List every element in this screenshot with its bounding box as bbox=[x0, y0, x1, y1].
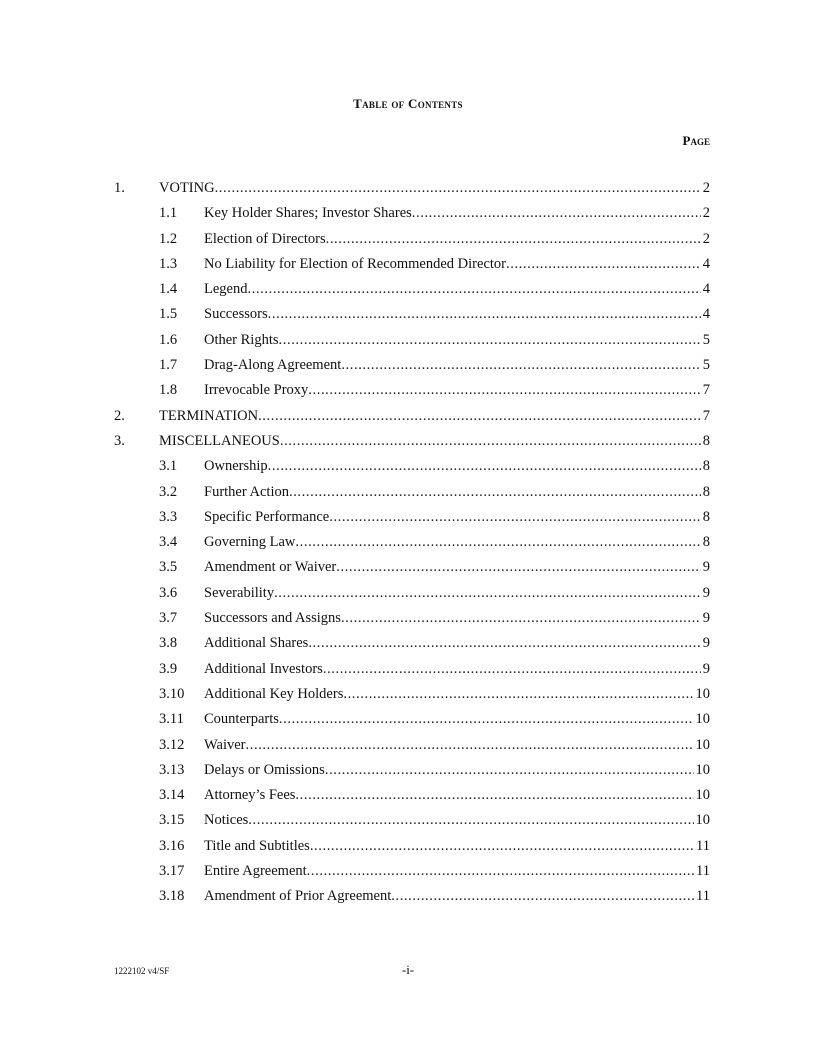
toc-subsection-entry[interactable] bbox=[0, 252, 816, 277]
toc-entry-number: 2. bbox=[114, 407, 125, 424]
toc-entry-leader-line bbox=[204, 302, 710, 327]
toc-entry-number: 1.7 bbox=[159, 357, 178, 374]
toc-entry-number: 3.15 bbox=[159, 812, 185, 829]
toc-entry-page: 4 bbox=[702, 306, 710, 323]
toc-entry-title: Legend bbox=[204, 281, 248, 298]
toc-entry-page: 11 bbox=[696, 837, 710, 854]
toc-entry-page: 10 bbox=[695, 812, 710, 829]
toc-entry-page: 9 bbox=[702, 660, 710, 677]
toc-entry-title: Additional Shares bbox=[204, 635, 309, 652]
dot-leader bbox=[341, 606, 701, 631]
dot-leader bbox=[280, 429, 701, 454]
dot-leader bbox=[279, 328, 701, 353]
toc-entry-number: 3.4 bbox=[159, 534, 178, 551]
toc-entry-title: Delays or Omissions bbox=[204, 761, 325, 778]
toc-entry-title: Successors and Assigns bbox=[204, 610, 341, 627]
toc-subsection-entry[interactable] bbox=[0, 454, 816, 479]
dot-leader bbox=[329, 505, 701, 530]
dot-leader bbox=[343, 682, 693, 707]
toc-entry-leader-line bbox=[204, 657, 710, 682]
page-number: -i- bbox=[401, 962, 415, 977]
toc-entry-number: 1.6 bbox=[159, 331, 178, 348]
toc-entry-leader-line bbox=[204, 480, 710, 505]
toc-entry-title: Drag-Along Agreement bbox=[204, 357, 342, 374]
toc-entry-number: 3.7 bbox=[159, 610, 178, 627]
toc-entry-page: 4 bbox=[702, 281, 710, 298]
toc-entry-number: 3.8 bbox=[159, 635, 178, 652]
toc-entry-page: 8 bbox=[702, 534, 710, 551]
toc-entry-page: 8 bbox=[702, 483, 710, 500]
toc-entry-title: Amendment or Waiver bbox=[204, 559, 337, 576]
toc-entry-leader-line bbox=[159, 404, 710, 429]
toc-entry-title: Additional Key Holders bbox=[204, 685, 344, 702]
toc-entry-number: 3.16 bbox=[159, 837, 185, 854]
toc-entry-page: 5 bbox=[702, 331, 710, 348]
toc-entry-number: 1.8 bbox=[159, 382, 178, 399]
toc-subsection-entry[interactable] bbox=[0, 808, 816, 833]
toc-entry-page: 2 bbox=[702, 180, 710, 196]
dot-leader bbox=[310, 834, 694, 859]
toc-entry-title: Waiver bbox=[204, 736, 246, 753]
toc-section-entry[interactable] bbox=[0, 176, 816, 201]
toc-entry-number: 1.4 bbox=[159, 281, 178, 298]
toc-entry-number: 3. bbox=[114, 432, 125, 449]
toc-entry-number: 3.10 bbox=[159, 685, 185, 702]
toc-entry-title: Successors bbox=[204, 306, 268, 323]
page-column-heading: Page bbox=[682, 133, 710, 148]
toc-subsection-entry[interactable] bbox=[0, 555, 816, 580]
toc-entry-page: 9 bbox=[702, 559, 710, 576]
toc-entry-number: 3.5 bbox=[159, 559, 178, 576]
toc-entry-leader-line bbox=[204, 859, 710, 884]
toc-entry-page: 10 bbox=[695, 711, 710, 728]
toc-entry-page: 9 bbox=[702, 635, 710, 652]
toc-entry-leader-line bbox=[159, 176, 710, 201]
dot-leader bbox=[341, 353, 700, 378]
toc-subsection-entry[interactable] bbox=[0, 277, 816, 302]
toc-list bbox=[0, 176, 816, 910]
toc-entry-leader-line bbox=[204, 328, 710, 353]
toc-entry-leader-line bbox=[204, 353, 710, 378]
dot-leader bbox=[295, 783, 693, 808]
dot-leader bbox=[307, 859, 694, 884]
toc-subsection-entry[interactable] bbox=[0, 859, 816, 884]
toc-entry-page: 8 bbox=[702, 458, 710, 475]
toc-entry-title: Entire Agreement bbox=[204, 863, 307, 880]
toc-entry-leader-line bbox=[204, 707, 710, 732]
toc-entry-title: Further Action bbox=[204, 483, 289, 500]
toc-entry-page: 10 bbox=[695, 787, 710, 804]
toc-entry-leader-line bbox=[204, 834, 710, 859]
toc-entry-number: 1.3 bbox=[159, 255, 178, 272]
toc-entry-page: 4 bbox=[702, 255, 710, 272]
toc-entry-title: Counterparts bbox=[204, 711, 279, 728]
toc-subsection-entry[interactable] bbox=[0, 581, 816, 606]
toc-entry-leader-line bbox=[204, 783, 710, 808]
toc-entry-title: Election of Directors bbox=[204, 230, 326, 247]
dot-leader bbox=[258, 404, 701, 429]
toc-entry-page: 8 bbox=[702, 432, 710, 449]
toc-subsection-entry[interactable] bbox=[0, 480, 816, 505]
toc-entry-leader-line bbox=[204, 581, 710, 606]
toc-entry-page: 2 bbox=[702, 230, 710, 247]
toc-entry-page: 9 bbox=[702, 584, 710, 601]
toc-subsection-entry[interactable] bbox=[0, 328, 816, 353]
dot-leader bbox=[247, 277, 700, 302]
toc-entry-number: 3.9 bbox=[159, 660, 178, 677]
toc-subsection-entry[interactable] bbox=[0, 631, 816, 656]
dot-leader bbox=[308, 631, 700, 656]
toc-entry-leader-line bbox=[204, 378, 710, 403]
toc-entry-page: 10 bbox=[695, 761, 710, 778]
toc-entry-leader-line bbox=[159, 429, 710, 454]
toc-entry-page: 11 bbox=[696, 888, 710, 905]
toc-entry-title: Specific Performance bbox=[204, 508, 330, 525]
dot-leader bbox=[323, 657, 701, 682]
toc-entry-leader-line bbox=[204, 808, 710, 833]
toc-entry-page: 7 bbox=[702, 382, 710, 399]
toc-entry-leader-line bbox=[204, 277, 710, 302]
toc-entry-leader-line bbox=[204, 606, 710, 631]
toc-entry-number: 1.2 bbox=[159, 230, 178, 247]
toc-entry-leader-line bbox=[204, 555, 710, 580]
toc-subsection-entry[interactable] bbox=[0, 884, 816, 909]
toc-entry-title: Ownership bbox=[204, 458, 268, 475]
toc-subsection-entry[interactable] bbox=[0, 733, 816, 758]
toc-subsection-entry[interactable] bbox=[0, 378, 816, 403]
toc-subsection-entry[interactable] bbox=[0, 201, 816, 226]
toc-entry-leader-line bbox=[204, 733, 710, 758]
dot-leader bbox=[412, 201, 701, 226]
toc-entry-leader-line bbox=[204, 631, 710, 656]
toc-entry-leader-line bbox=[204, 682, 710, 707]
dot-leader bbox=[274, 581, 701, 606]
toc-entry-leader-line bbox=[204, 227, 710, 252]
toc-entry-leader-line bbox=[204, 758, 710, 783]
toc-entry-number: 1.1 bbox=[159, 205, 178, 222]
toc-entry-page: 10 bbox=[695, 685, 710, 702]
dot-leader bbox=[215, 176, 701, 201]
toc-entry-number: 3.17 bbox=[159, 863, 185, 880]
toc-entry-leader-line bbox=[204, 530, 710, 555]
dot-leader bbox=[336, 555, 701, 580]
toc-entry-leader-line bbox=[204, 505, 710, 530]
dot-leader bbox=[308, 378, 700, 403]
toc-entry-page: 8 bbox=[702, 508, 710, 525]
toc-subsection-entry[interactable] bbox=[0, 302, 816, 327]
toc-entry-leader-line bbox=[204, 201, 710, 226]
dot-leader bbox=[279, 707, 694, 732]
dot-leader bbox=[506, 252, 701, 277]
toc-entry-number: 3.14 bbox=[159, 787, 185, 804]
toc-entry-title: Governing Law bbox=[204, 534, 296, 551]
toc-entry-title: Amendment of Prior Agreement bbox=[204, 888, 392, 905]
toc-entry-page: 2 bbox=[702, 205, 710, 222]
document-id: 1222102 v4/SF bbox=[114, 966, 170, 976]
toc-entry-number: 3.12 bbox=[159, 736, 185, 753]
toc-entry-title: Additional Investors bbox=[204, 660, 323, 677]
dot-leader bbox=[326, 227, 701, 252]
toc-section-entry[interactable] bbox=[0, 404, 816, 429]
toc-entry-number: 3.1 bbox=[159, 458, 178, 475]
dot-leader bbox=[295, 530, 700, 555]
toc-entry-page: 10 bbox=[695, 736, 710, 753]
toc-subsection-entry[interactable] bbox=[0, 707, 816, 732]
toc-subsection-entry[interactable] bbox=[0, 682, 816, 707]
toc-entry-title: Notices bbox=[204, 812, 249, 829]
dot-leader bbox=[246, 733, 694, 758]
toc-entry-number: 3.6 bbox=[159, 584, 178, 601]
toc-entry-leader-line bbox=[204, 252, 710, 277]
toc-subsection-entry[interactable] bbox=[0, 227, 816, 252]
toc-subsection-entry[interactable] bbox=[0, 505, 816, 530]
dot-leader bbox=[248, 808, 693, 833]
toc-entry-title: Key Holder Shares; Investor Shares bbox=[204, 205, 412, 222]
toc-section-entry[interactable] bbox=[0, 429, 816, 454]
dot-leader bbox=[325, 758, 694, 783]
toc-entry-number: 3.2 bbox=[159, 483, 178, 500]
toc-subsection-entry[interactable] bbox=[0, 834, 816, 859]
toc-entry-title: Irrevocable Proxy bbox=[204, 382, 309, 399]
toc-entry-number: 3.3 bbox=[159, 508, 178, 525]
toc-subsection-entry[interactable] bbox=[0, 353, 816, 378]
toc-subsection-entry[interactable] bbox=[0, 657, 816, 682]
dot-leader bbox=[268, 454, 701, 479]
toc-title: Table of Contents bbox=[353, 96, 463, 111]
toc-entry-page: 9 bbox=[702, 610, 710, 627]
dot-leader bbox=[289, 480, 701, 505]
toc-entry-title: TERMINATION bbox=[159, 407, 259, 424]
toc-entry-leader-line bbox=[204, 454, 710, 479]
toc-entry-number: 1.5 bbox=[159, 306, 178, 323]
toc-subsection-entry[interactable] bbox=[0, 783, 816, 808]
toc-subsection-entry[interactable] bbox=[0, 530, 816, 555]
toc-entry-title: VOTING bbox=[159, 180, 215, 196]
toc-subsection-entry[interactable] bbox=[0, 606, 816, 631]
toc-entry-page: 11 bbox=[696, 863, 710, 880]
toc-entry-title: MISCELLANEOUS bbox=[159, 432, 280, 449]
toc-subsection-entry[interactable] bbox=[0, 758, 816, 783]
toc-entry-page: 7 bbox=[702, 407, 710, 424]
toc-entry-title: No Liability for Election of Recommended Director bbox=[204, 255, 506, 272]
toc-entry-title: Attorney’s Fees bbox=[204, 787, 296, 804]
toc-entry-number: 3.13 bbox=[159, 761, 185, 778]
toc-entry-leader-line bbox=[204, 884, 710, 909]
dot-leader bbox=[268, 302, 701, 327]
dot-leader bbox=[391, 884, 694, 909]
toc-entry-number: 3.11 bbox=[159, 711, 184, 728]
toc-entry-title: Severability bbox=[204, 584, 275, 601]
toc-entry-page: 5 bbox=[702, 357, 710, 374]
toc-entry-title: Title and Subtitles bbox=[204, 837, 310, 854]
toc-entry-number: 1. bbox=[114, 180, 125, 196]
toc-entry-title: Other Rights bbox=[204, 331, 279, 348]
toc-entry-number: 3.18 bbox=[159, 888, 185, 905]
